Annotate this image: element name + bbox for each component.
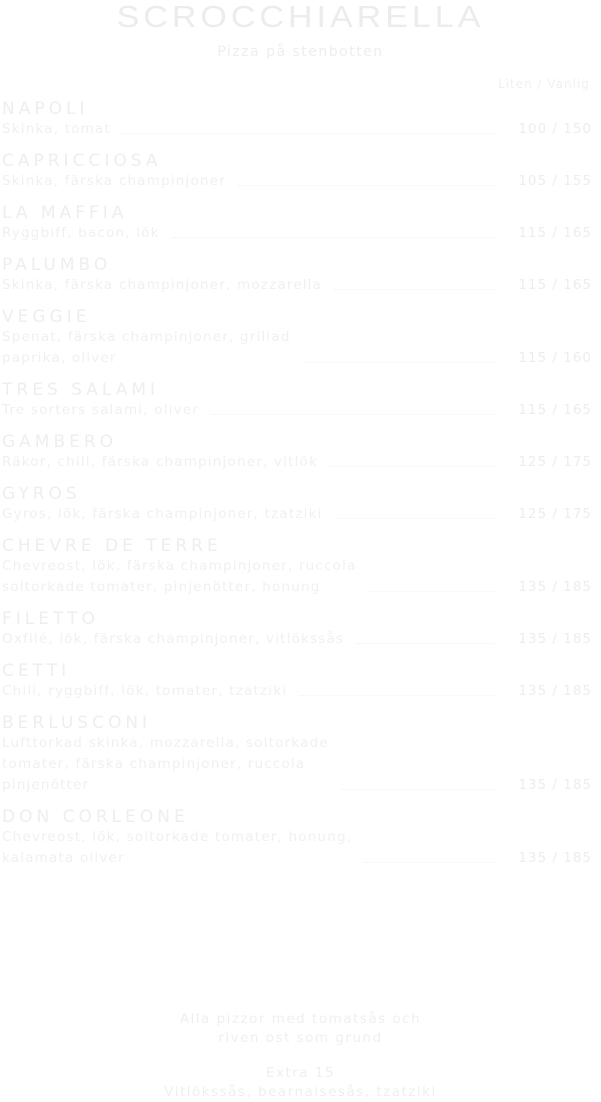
footer-note-line: riven ost som grund: [218, 1030, 383, 1046]
dotted-leader: [123, 133, 494, 134]
pizza-name: NAPOLI: [2, 99, 89, 119]
dotted-leader: [369, 591, 495, 592]
pizza-description: Oxfilé, lök, färska champinjoner, vitlökssås: [2, 631, 345, 647]
pizza-price: 135 / 185: [518, 631, 592, 647]
pizza-price: 135 / 185: [518, 683, 592, 699]
pizza-name: FILETTO: [2, 609, 99, 629]
menu-item: [2, 432, 592, 473]
pizza-name: GAMBERO: [2, 432, 118, 452]
dotted-leader: [330, 466, 494, 467]
dotted-leader: [172, 237, 494, 238]
dotted-leader: [299, 695, 494, 696]
pizza-name: PALUMBO: [2, 255, 112, 275]
pizza-price: 115 / 165: [518, 225, 592, 241]
menu-item: [2, 807, 592, 869]
dotted-leader: [356, 643, 494, 644]
pizza-name: BERLUSCONI: [2, 713, 152, 733]
pizza-price: 115 / 160: [518, 350, 592, 366]
pizza-description: Skinka, färska champinjoner, mozzarella: [2, 277, 323, 293]
dotted-leader: [364, 862, 494, 863]
pizza-price: 125 / 175: [518, 454, 592, 470]
pizza-description: Chevreost, lök, soltorkade tomater, honung, kalamata oliver: [2, 829, 353, 866]
pizza-description: Räkor, chili, färska champinjoner, vitlök: [2, 454, 318, 470]
menu-item: [2, 661, 592, 702]
pizza-description: Spenat, färska champinjoner, grillad paprika, oliver: [2, 329, 291, 366]
menu-item: [2, 609, 592, 650]
pizza-price: 135 / 185: [518, 777, 592, 793]
dotted-leader: [238, 185, 494, 186]
pizza-description: Skinka, färska champinjoner: [2, 173, 226, 189]
pizza-menu: [2, 99, 592, 880]
menu-item: [2, 307, 592, 369]
pizza-name: CAPRICCIOSA: [2, 151, 162, 171]
footer-extras: [0, 1064, 601, 1102]
pizza-price: 115 / 165: [518, 277, 592, 293]
menu-item: [2, 484, 592, 525]
logo: SCROCCHIARELLA: [116, 0, 485, 35]
dotted-leader: [211, 414, 494, 415]
extra-price: Extra 15: [265, 1065, 336, 1081]
pizza-price: 125 / 175: [518, 506, 592, 522]
menu-item: [2, 99, 592, 140]
pizza-description: Ryggbiff, bacon, lök: [2, 225, 160, 241]
page-subtitle: Pizza på stenbotten: [217, 44, 384, 60]
pizza-description: Skinka, tomat: [2, 121, 111, 137]
menu-item: [2, 536, 592, 598]
menu-item: [2, 203, 592, 244]
menu-item: [2, 255, 592, 296]
pizza-price: 105 / 155: [518, 173, 592, 189]
footer-note-line: Alla pizzor med tomatsås och: [179, 1011, 422, 1027]
pizza-price: 135 / 185: [518, 579, 592, 595]
pizza-name: GYROS: [2, 484, 81, 504]
pizza-name: VEGGIE: [2, 307, 91, 327]
menu-item: [2, 151, 592, 192]
pizza-name: DON CORLEONE: [2, 807, 189, 827]
pizza-description: Chili, ryggbiff, lök, tomater, tzatziki: [2, 683, 288, 699]
dotted-leader: [334, 289, 494, 290]
size-column-header: Liten / Vanlig: [498, 77, 590, 91]
pizza-name: TRES SALAMI: [2, 380, 160, 400]
footer-note: [0, 1010, 601, 1048]
menu-item: [2, 713, 592, 796]
pizza-price: 100 / 150: [518, 121, 592, 137]
menu-item: [2, 380, 592, 421]
pizza-name: LA MAFFIA: [2, 203, 128, 223]
pizza-name: CHEVRE DE TERRE: [2, 536, 222, 556]
extra-sauces: Vitlökssås, bearnaisesås, tzatziki: [164, 1084, 437, 1100]
dotted-leader: [341, 789, 494, 790]
pizza-description: Chevreost, lök, färska champinjoner, ruccola soltorkade tomater, pinjenötter, honung: [2, 558, 357, 595]
pizza-description: Tre sorters salami, oliver: [2, 402, 200, 418]
pizza-description: Lufttorkad skinka, mozzarella, soltorkade tomater, färska champinjoner, ruccola pinjenötter: [2, 735, 329, 793]
dotted-leader: [303, 362, 494, 363]
pizza-price: 135 / 185: [518, 850, 592, 866]
pizza-name: CETTI: [2, 661, 71, 681]
pizza-description: Gyros, lök, färska champinjoner, tzatziki: [2, 506, 323, 522]
dotted-leader: [335, 518, 494, 519]
pizza-price: 115 / 165: [518, 402, 592, 418]
